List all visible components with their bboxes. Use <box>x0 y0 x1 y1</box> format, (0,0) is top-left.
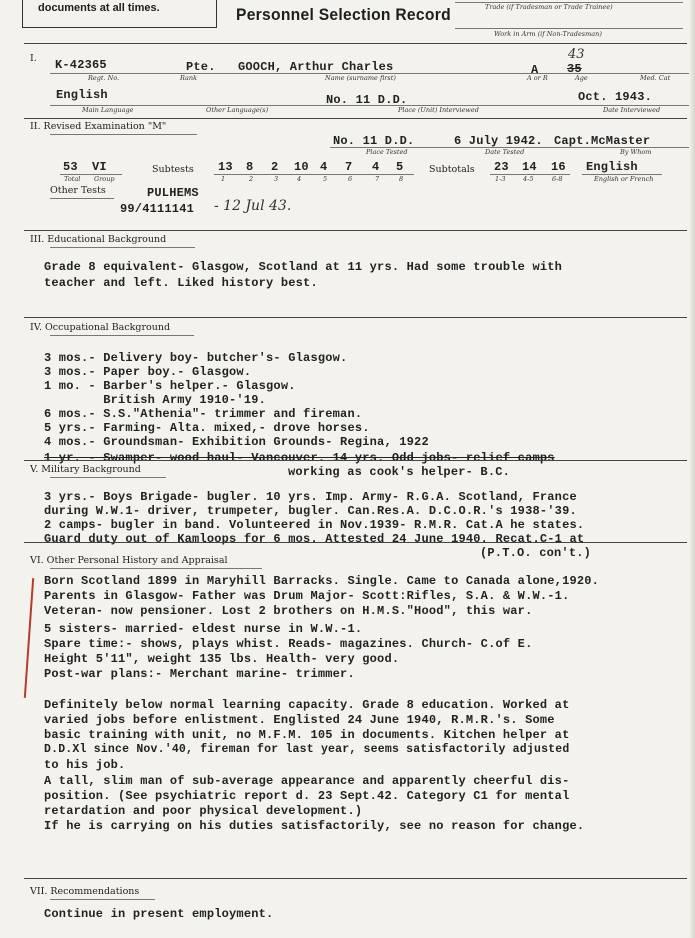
subtotal-index: 4-5 <box>523 175 534 183</box>
military-line-1: 3 yrs.- Boys Brigade- bugler. 10 yrs. Imp. Army- R.G.A. Scotland, France <box>44 490 577 504</box>
label-med-cat: Med. Cat <box>640 74 671 82</box>
occupation-line-8: 1 yr. - Swamper- wood haul- Vancouver. 14 yrs. Odd jobs- relief camps <box>44 451 555 465</box>
subtest-score: 8 <box>246 160 254 174</box>
work-in-arm-label: Work in Arm (if Non-Tradesman) <box>494 30 602 38</box>
subtest-index: 3 <box>274 175 279 183</box>
regt-no: K-42365 <box>55 58 107 72</box>
occupation-line-4: British Army 1910-'19. <box>44 393 267 407</box>
occupation-line-9: working as cook's helper- B.C. <box>288 465 511 479</box>
label-regt-no: Regt. No. <box>88 74 120 82</box>
trade-label: Trade (if Tradesman or Trade Trainee) <box>485 3 613 11</box>
subtest-index: 8 <box>399 175 404 183</box>
place-tested: No. 11 D.D. <box>333 134 415 148</box>
subtest-score: 7 <box>345 160 353 174</box>
page-edge-right <box>689 0 695 938</box>
appraisal-line-8: retardation and poor physical development.) <box>44 804 363 818</box>
subtest-index: 4 <box>297 175 302 183</box>
occupation-line-1: 3 mos.- Delivery boy- butcher's- Glasgow. <box>44 351 348 365</box>
a-or-r: A <box>531 63 539 77</box>
appraisal-line-5: to his job. <box>44 758 126 772</box>
subtest-score: 2 <box>271 160 279 174</box>
subtest-score: 4 <box>320 160 328 174</box>
recommendation-line-1: Continue in present employment. <box>44 907 274 921</box>
occupation-line-3: 1 mo. - Barber's helper.- Glasgow. <box>44 379 296 393</box>
subtotal-score: 23 <box>494 160 509 174</box>
subtest-index: 6 <box>348 175 353 183</box>
military-line-2: during W.W.1- driver, trumpeter, bugler. Can.Res.A. D.C.O.R.'s 1938-'39. <box>44 504 577 518</box>
label-date-interviewed: Date Interviewed <box>603 106 661 114</box>
subtest-index: 5 <box>323 175 328 183</box>
form-title: Personnel Selection Record <box>236 5 451 24</box>
pulhems-handwritten: - 12 Jul 43. <box>214 198 292 214</box>
label-main-language: Main Language <box>82 106 134 114</box>
subtotal-score: 16 <box>551 160 566 174</box>
personal-line-2: Parents in Glasgow- Father was Drum Major- Scott:Rifles, S.A. & W.W.-1. <box>44 589 570 603</box>
red-margin-mark <box>24 578 34 698</box>
appraisal-line-4: D.D.Xl since Nov.'40, fireman for last year, seems satisfactorily adjusted <box>44 743 570 756</box>
appraisal-line-1: Definitely below normal learning capacity. Grade 8 education. Worked at <box>44 698 570 712</box>
label-other-languages: Other Language(s) <box>206 106 269 114</box>
military-line-4: Guard duty out of Kamloops for 6 mos. Attested 24 June 1940. Recat.C-1 at <box>44 532 585 546</box>
tested-by: Capt.McMaster <box>554 134 651 148</box>
label-date-tested: Date Tested <box>485 148 525 156</box>
group: VI <box>92 160 107 174</box>
subtotal-index: 1-3 <box>495 175 506 183</box>
total-score: 53 <box>63 160 78 174</box>
date-interviewed: Oct. 1943. <box>578 90 653 104</box>
label-group: Group <box>94 175 115 183</box>
subtotal-score: 14 <box>522 160 537 174</box>
section-4-heading: IV. Occupational Background <box>30 322 171 333</box>
section-2-heading: II. Revised Examination "M" <box>30 121 167 132</box>
label-total: Total <box>64 175 81 183</box>
subtest-index: 1 <box>221 175 226 183</box>
age: 35 <box>567 62 582 76</box>
appraisal-line-7: position. (See psychiatric report d. 23 Sept.42. Category C1 for mental <box>44 789 570 803</box>
occupation-line-6: 5 yrs.- Farming- Alta. mixed,- drove horses. <box>44 421 370 435</box>
appraisal-line-9: If he is carrying on his duties satisfactorily, see no reason for change. <box>44 819 585 833</box>
header-box-text: documents at all times. <box>38 2 160 14</box>
subtest-score: 5 <box>396 160 404 174</box>
section-7-heading: VII. Recommendations <box>30 886 140 897</box>
label-place-tested: Place Tested <box>366 148 408 156</box>
pulhems-label: PULHEMS <box>147 186 199 200</box>
label-by-whom: By Whom <box>620 148 652 156</box>
section-3-heading: III. Educational Background <box>30 234 167 245</box>
personal-line-3: Veteran- now pensioner. Lost 2 brothers on H.M.S."Hood", this war. <box>44 604 533 618</box>
military-pto: (P.T.O. con't.) <box>480 546 592 560</box>
personal-line-1: Born Scotland 1899 in Maryhill Barracks. Single. Came to Canada alone,1920. <box>44 574 600 588</box>
age-handwritten: 43 <box>568 47 585 62</box>
pulhems-value: 99/4111141 <box>120 202 195 216</box>
occupation-line-7: 4 mos.- Groundsman- Exhibition Grounds- Regina, 1922 <box>44 435 429 449</box>
label-language: English or French <box>594 175 654 183</box>
occupation-line-2: 3 mos.- Paper boy.- Glasgow. <box>44 365 252 379</box>
subtotal-index: 6-8 <box>552 175 563 183</box>
education-line-2: teacher and left. Liked history best. <box>44 276 318 290</box>
personal-line-7: Post-war plans:- Merchant marine- trimmer. <box>44 667 355 681</box>
military-line-3: 2 camps- bugler in band. Volunteered in Nov.1939- R.M.R. Cat.A he states. <box>44 518 585 532</box>
personal-line-6: Height 5'11", weight 135 lbs. Health- very good. <box>44 652 400 666</box>
subtest-score: 4 <box>372 160 380 174</box>
section-6-heading: VI. Other Personal History and Appraisal <box>30 555 228 566</box>
label-a-or-r: A or R <box>527 74 548 82</box>
rank: Pte. <box>186 60 216 74</box>
subtest-score: 13 <box>218 160 233 174</box>
subtest-index: 2 <box>249 175 254 183</box>
personal-line-4: 5 sisters- married- eldest nurse in W.W.-1. <box>44 622 363 636</box>
test-language: English <box>586 160 638 174</box>
subtest-index: 7 <box>375 175 380 183</box>
date-tested: 6 July 1942. <box>454 134 543 148</box>
soldier-name: GOOCH, Arthur Charles <box>238 60 394 74</box>
other-tests-label: Other Tests <box>50 185 106 196</box>
education-line-1: Grade 8 equivalent- Glasgow, Scotland at 11 yrs. Had some trouble with <box>44 260 563 274</box>
label-name: Name (surname first) <box>325 74 396 82</box>
label-place-interviewed: Place (Unit) Interviewed <box>398 106 479 114</box>
section-5-heading: V. Military Background <box>30 464 141 475</box>
place-interviewed: No. 11 D.D. <box>326 93 408 107</box>
occupation-line-5: 6 mos.- S.S."Athenia"- trimmer and fireman. <box>44 407 363 421</box>
personal-line-5: Spare time:- shows, plays whist. Reads- magazines. Church- C.of E. <box>44 637 533 651</box>
label-age: Age <box>575 74 588 82</box>
appraisal-line-3: basic training with unit, no M.F.M. 105 in documents. Kitchen helper at <box>44 728 570 742</box>
subtotals-label: Subtotals <box>429 164 475 175</box>
main-language: English <box>56 88 108 102</box>
appraisal-line-6: A tall, slim man of sub-average appearance and apparently cheerful dis- <box>44 774 570 788</box>
label-rank: Rank <box>180 74 198 82</box>
subtests-label: Subtests <box>152 164 194 175</box>
subtest-score: 10 <box>294 160 309 174</box>
section-1-number: I. <box>30 53 37 64</box>
appraisal-line-2: varied jobs before enlistment. Englisted 24 June 1940, R.M.R.'s. Some <box>44 713 555 727</box>
